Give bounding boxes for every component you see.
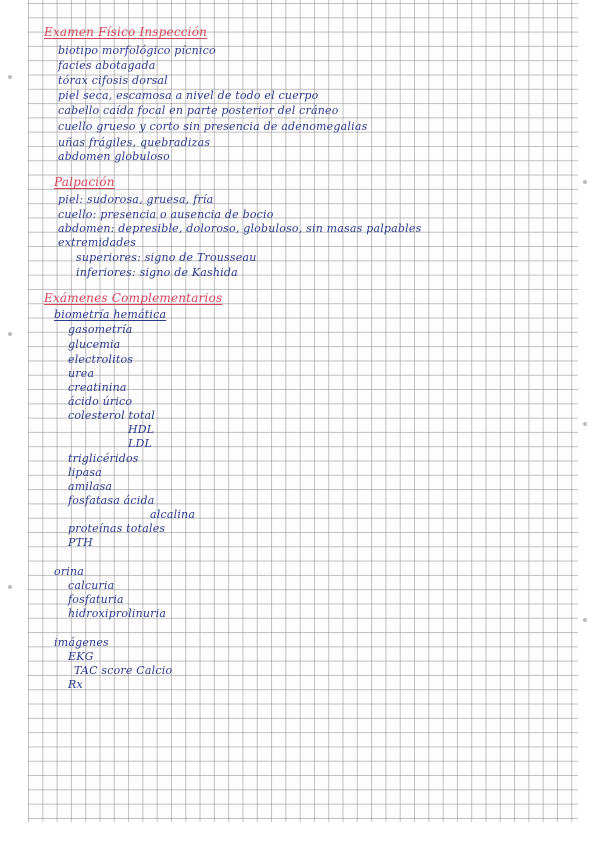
imagenes-label: imágenes [54,636,109,649]
palpacion-item: abdomen: depresible, doloroso, globuloso, sin masas palpables [58,222,422,235]
lab-item: colesterol total [68,409,156,422]
lab-item: fosfatasa ácida [68,494,155,507]
inspeccion-item: uñas frágiles, quebradizas [58,136,211,149]
inspeccion-item: piel seca, escamosa a nivel de todo el cuerpo [58,89,319,102]
lab-item: creatinina [68,381,127,394]
imagenes-item: TAC score Calcio [74,664,173,677]
lab-item: alcalina [150,508,196,521]
inspeccion-item: biotipo morfológico pícnico [58,44,216,57]
lab-item: PTH [68,536,93,549]
binder-hole [8,585,12,589]
palpacion-item: extremidades [58,236,137,249]
inspeccion-item: abdomen globuloso [58,150,170,163]
lab-item: lipasa [68,466,103,479]
palpacion-subitem: inferiores: signo de Kashida [76,266,238,279]
lab-item: amilasa [68,480,113,493]
lab-item: electrolitos [68,353,134,366]
imagenes-item: EKG [68,650,94,663]
left-margin [0,0,28,848]
lab-item: ácido úrico [68,395,133,408]
palpacion-subitem: superiores: signo de Trousseau [76,251,257,264]
inspeccion-item: cuello grueso y corto sin presencia de adenomegalias [58,120,368,133]
binder-hole [8,75,12,79]
right-margin [578,0,600,848]
orina-item: fosfaturia [68,593,124,606]
inspeccion-item: tórax cifosis dorsal [58,74,168,87]
orina-label: orina [54,565,85,578]
binder-hole [583,180,587,184]
heading-inspeccion: Examen Físico Inspección [44,25,208,39]
lab-item: HDL [128,423,155,436]
inspeccion-item: facies abotagada [58,59,156,72]
lab-item: glucemia [68,338,121,351]
imagenes-item: Rx [68,678,83,691]
lab-item: LDL [128,437,153,450]
binder-hole [583,422,587,426]
lab-item: gasometría [68,323,133,336]
orina-item: hidroxiprolinuria [68,607,167,620]
lab-item: urea [68,367,95,380]
inspeccion-item: cabello caída focal en parte posterior del cráneo [58,104,339,117]
bottom-margin [0,822,600,848]
orina-item: calcuria [68,579,115,592]
palpacion-item: piel: sudorosa, gruesa, fría [58,193,214,206]
biometria-label: biometría hemática [54,308,167,321]
heading-complementarios: Exámenes Complementarios [44,291,223,305]
lab-item: triglicéridos [68,452,139,465]
lab-item: proteínas totales [68,522,166,535]
heading-palpacion: Palpación [54,175,115,189]
binder-hole [8,332,12,336]
palpacion-item: cuello: presencia o ausencia de bocio [58,208,274,221]
binder-hole [583,618,587,622]
